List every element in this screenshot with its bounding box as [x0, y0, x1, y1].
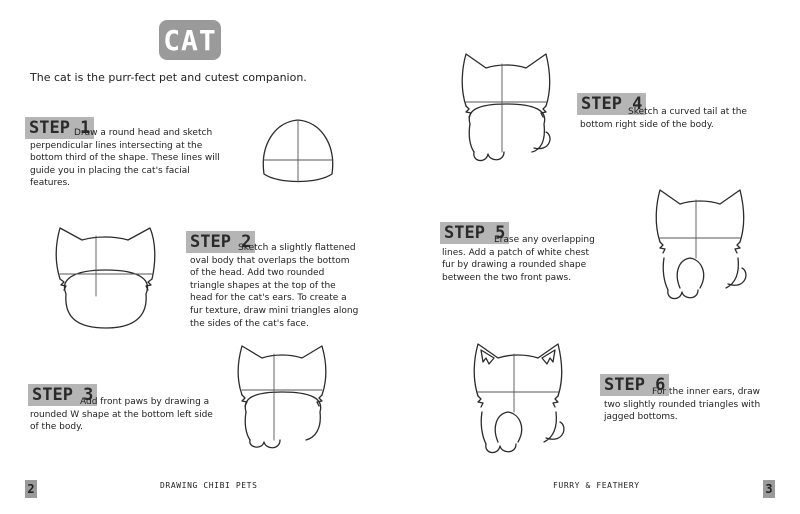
step-2-text-content: Sketch a slightly flattened oval body that overlaps the bottom of the head. Add two rounded triangle shapes at the top of the head for the cat's ears. To create a fur texture, draw mini triangles along the sides of the cat's face. — [190, 243, 359, 329]
step-1-text-content: Draw a round head and sketch perpendicular lines intersecting at the bottom third of the shape. These lines will guide you in placing the cat's facial features. — [30, 128, 220, 189]
step-1-head-drawing — [258, 112, 338, 192]
step-3-badge: STEP 3 — [28, 384, 97, 406]
step-5-text-content: Erase any overlapping lines. Add a patch of white chest fur by drawing a rounded shape between the two front paws. — [442, 235, 595, 283]
left-footer-caption: DRAWING CHIBI PETS — [160, 481, 258, 490]
step-1-text — [30, 127, 230, 190]
step-6-text-content: For the inner ears, draw two slightly rounded triangles with jagged bottoms. — [604, 387, 761, 423]
right-page-number: 3 — [763, 480, 775, 498]
step-5-cat-drawing — [650, 184, 755, 309]
intro-text: The cat is the purr-fect pet and cutest companion. — [30, 71, 307, 84]
left-page-number: 2 — [25, 480, 37, 498]
step-6-text — [604, 386, 769, 424]
right-footer-caption: FURRY & FEATHERY — [553, 481, 640, 490]
step-6-badge: STEP 6 — [600, 374, 669, 396]
page-title: CAT — [163, 23, 217, 57]
step-1-badge: STEP 1 — [25, 117, 94, 139]
step-4-text — [580, 106, 780, 131]
step-5-text — [442, 234, 602, 284]
step-4-cat-drawing — [456, 48, 556, 170]
step-3-cat-drawing — [232, 340, 332, 455]
step-4-text-content: Sketch a curved tail at the bottom right side of the body. — [580, 107, 747, 130]
step-3-text-content: Add front paws by drawing a rounded W shape at the bottom left side of the body. — [30, 397, 213, 433]
right-page — [400, 0, 800, 514]
step-3-text — [30, 396, 215, 434]
title-box — [159, 20, 221, 60]
step-4-badge: STEP 4 — [577, 93, 646, 115]
step-2-cat-drawing — [52, 224, 162, 334]
step-2-text — [190, 242, 360, 330]
step-6-cat-drawing — [468, 338, 573, 466]
step-5-badge: STEP 5 — [440, 222, 509, 244]
step-2-badge: STEP 2 — [186, 231, 255, 253]
